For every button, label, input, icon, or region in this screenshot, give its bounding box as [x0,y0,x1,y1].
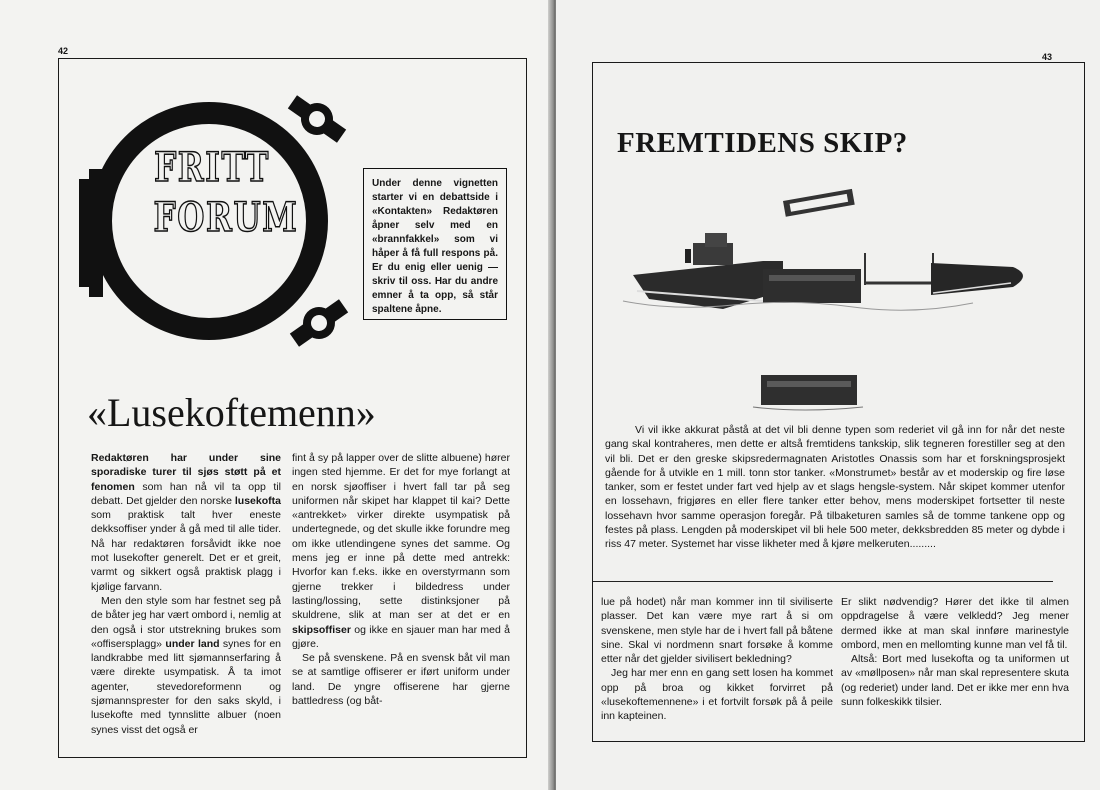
ship-caption-text: Vi vil ikke akkurat påstå at det vil bli denne typen som rederiet vil gå inn for når det neste gang skal kontraheres, men dette er altså fremtidens tankskip, slik tegneren forestiller seg at den vil bli. Det er den greske skipsredermagnaten Aristotles Onassis som har et forskningsprosjekt gående for å utvikle en 1 mill. tonn stor tanker. «Monstrumet» består av et moderskip og fire løse tanker, som er festet under fart ved hjelp av et slags hengsle-system. Når skipet kommer utenfor en lossehavn, frigjøres en eller flere tanker etter behov, mens moderskipet fortsetter til neste lossehavn hvor samme operasjon foregår. På tilbaketuren samles så de tomme tankene opp og festes på plass. Lengden på moderskipet vil bli hele 500 meter, dekksbredden 85 meter og dybde i riss 47 meter. Systemet har visse likheter med å kjøre melkeruten......... [605,424,1065,551]
intro-box: Under denne vignetten starter vi en debattside i «Kontakten» Redaktøren åpner selv med en «brannfakkel» som vi håper å få full respons på. Er du enig eller uenig — skriv til oss. Har du andre emner å ta opp, så står spaltene åpne. [363,168,507,320]
paragraph: lue på hodet) når man kommer inn til siviliserte plasser. Det kan være mye rart å si om svenskene, men style har de i hvert fall på båtene sine. Skal vi nordmenn snart forsøke å komme etter når det gjelder sivilisert bekledning? [601,596,833,666]
logo-line-2: FORUM [153,194,299,241]
paragraph: Altså: Bort med lusekofta og ta uniformen ut av «møllposen» når man skal representere skuta (og rederiet) under land. Det er ikke mer enn hva sunn folkeskikk tilsier. [841,653,1069,709]
fritt-forum-logo [79,85,359,357]
left-article-frame [58,58,527,758]
ship-illustration [613,183,1033,413]
page-number: 42 [58,46,69,56]
right-page [556,0,1100,790]
bold-term: under land [165,637,220,650]
paragraph [91,594,281,737]
article-headline: «Lusekoftemenn» [87,390,376,435]
bold-term: lusekofta [234,494,281,507]
page-number: 43 [1042,52,1053,62]
right-article-frame [592,62,1085,742]
right-column-2 [841,595,1069,709]
divider-rule [593,581,1053,582]
text-run: og ikke en sjauer man har med å gjøre. [292,623,510,650]
paragraph [292,451,510,651]
logo-text [137,143,299,243]
left-column-1 [91,451,281,737]
logo-line-1: FRITT [154,144,270,191]
paragraph: Se på svenskene. På en svensk båt vil man se at samtlige offiserer er iført uniform under land. De yngre offiserene har gjerne battledress (og båt- [292,652,510,708]
article-title: FREMTIDENS SKIP? [617,127,908,159]
text-run: som han nå vil ta opp til debatt. Det gjelder den norske [91,480,281,507]
left-column-2 [292,451,510,708]
paragraph: Er slikt nødvendig? Hører det ikke til almen oppdragelse å være velkledd? Jeg mener dermed ikke at man skal innføre marinestyle ombord, men en mellomting kunne man vel få til. [841,596,1069,651]
right-column-1 [601,595,833,724]
text-run: synes for en landkrabbe med litt sjømannserfaring å være direkte usympatisk. Å ta imot agenter, stevedoreformenn og sjømannsprester for den saks skyld, i lusekofte med tynnslitte albuer (noen synes visst det også er [91,637,281,736]
text-run: Men den style som har festnet seg på de båter jeg har vært ombord i, nemlig at den også i stor utstrekning brukes som «offisersplagg» [91,594,281,650]
bold-lead: Redaktøren har under sine sporadiske turer til sjøs støtt på et fenomen [91,452,281,493]
bold-term: skipsoffiser [292,623,351,636]
text-run: som praktisk talt hver eneste dekksoffiser ynder å gå med til alle tider. Nå har redaktøren forsåvidt ikke noe mot lusekofter generelt. Det er et greit, varmt og sikkert også praktisk plagg i kjølige farvann. [91,509,281,593]
text-run: fint å sy på lapper over de slitte albuene) hører ingen sted hjemme. Er det for mye forlangt at en norsk sjøoffiser i hvert fall tar på seg uniformen når skipet har klappet til kai? Dette «antrekket» virker direkte usympatisk på undertegnede, og det skulle ikke forundre meg om ikke utlendingene synes det samme. Og mens jeg er inne på dette med antrekk: Hvorfor kan f.eks. ikke en overstyrmann som gjerne trekker i bildedress under lasting/lossing, sette distinksjoner på skuldrene, slik at man ser at det er en [292,452,510,622]
paragraph [91,451,281,594]
paragraph: Jeg har mer enn en gang sett losen ha kommet opp på broa og kikket forvirret på «lusekoftemennene» i et fortvilt forsøk på å peile inn kapteinen. [601,667,833,723]
